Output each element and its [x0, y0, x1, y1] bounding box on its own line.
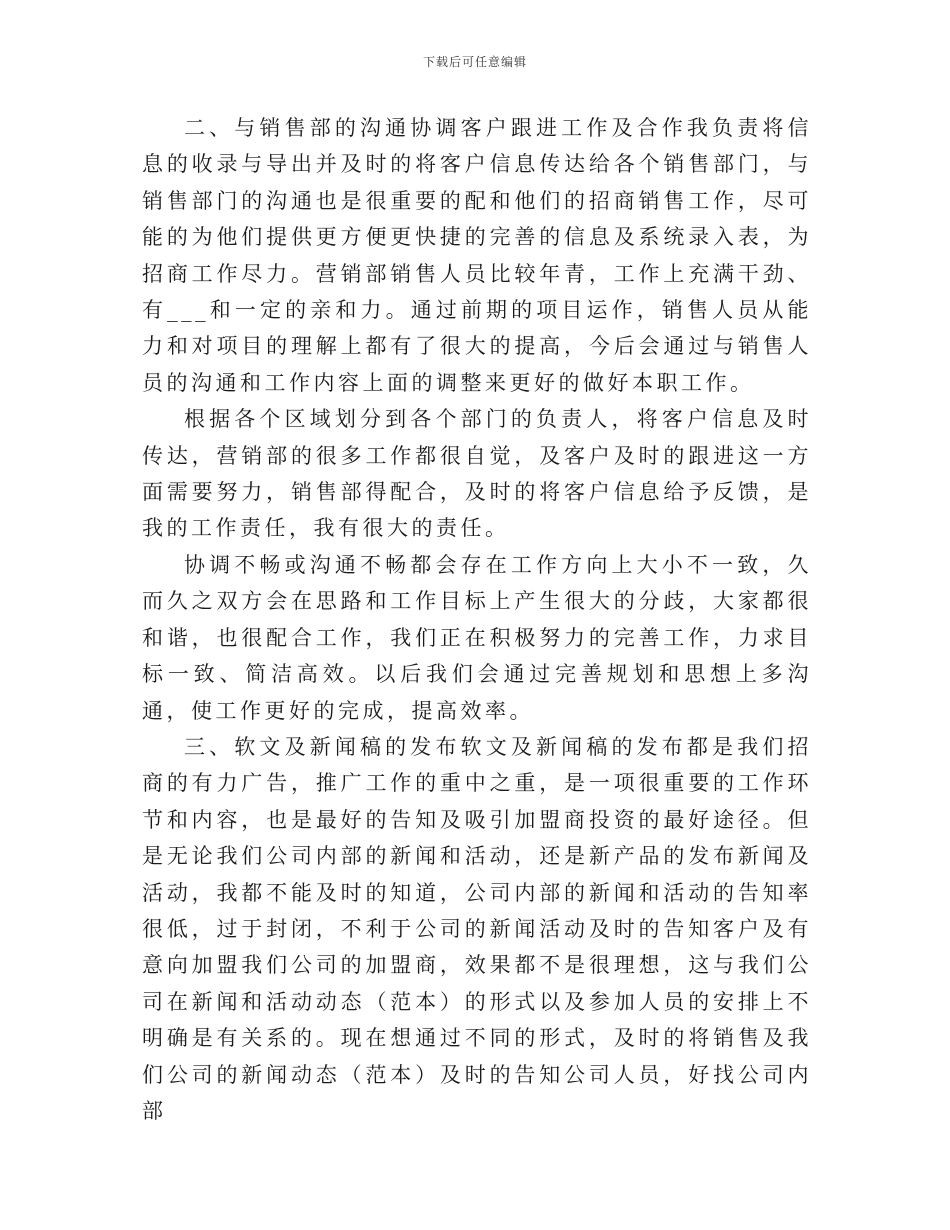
page-header: 下载后可任意编辑 — [422, 55, 527, 69]
document-body — [142, 110, 812, 1129]
paragraph-press-release: 三、软文及新闻稿的发布软文及新闻稿的发布都是我们招商的有力广告，推广工作的重中之重，是一项很重要的工作环节和内容，也是最好的告知及吸引加盟商投资的最好途径。但是无论我们公司内部的新闻和活动，还是新产品的发布新闻及活动，我都不能及时的知道，公司内部的新闻和活动的告知率很低，过于封闭，不利于公司的新闻活动及时的告知客户及有意向加盟我们公司的加盟商，效果都不是很理想，这与我们公司在新闻和活动动态（范本）的形式以及参加人员的安排上不明确是有关系的。现在想通过不同的形式，及时的将销售及我们公司的新闻动态（范本）及时的告知公司人员，好找公司内部 — [142, 734, 812, 1123]
paragraph-regional-responsibility: 根据各个区域划分到各个部门的负责人，将客户信息及时传达，营销部的很多工作都很自觉，及客户及时的跟进这一方面需要努力，销售部得配合，及时的将客户信息给予反馈，是我的工作责任，我有很大的责任。 — [142, 407, 812, 541]
paragraph-communication-issues: 协调不畅或沟通不畅都会存在工作方向上大小不一致，久而久之双方会在思路和工作目标上产生很大的分歧，大家都很和谐，也很配合工作，我们正在积极努力的完善工作，力求目标一致、简洁高效。以后我们会通过完善规划和思想上多沟通，使工作更好的完成，提高效率。 — [142, 552, 812, 723]
paragraph-sales-coordination: 二、与销售部的沟通协调客户跟进工作及合作我负责将信息的收录与导出并及时的将客户信息传达给各个销售部门，与销售部门的沟通也是很重要的配和他们的招商销售工作，尽可能的为他们提供更方便更快捷的完善的信息及系统录入表，为招商工作尽力。营销部销售人员比较年青，工作上充满干劲、有___和一定的亲和力。通过前期的项目运作，销售人员从能力和对项目的理解上都有了很大的提高，今后会通过与销售人员的沟通和工作内容上面的调整来更好的做好本职工作。 — [142, 116, 812, 395]
